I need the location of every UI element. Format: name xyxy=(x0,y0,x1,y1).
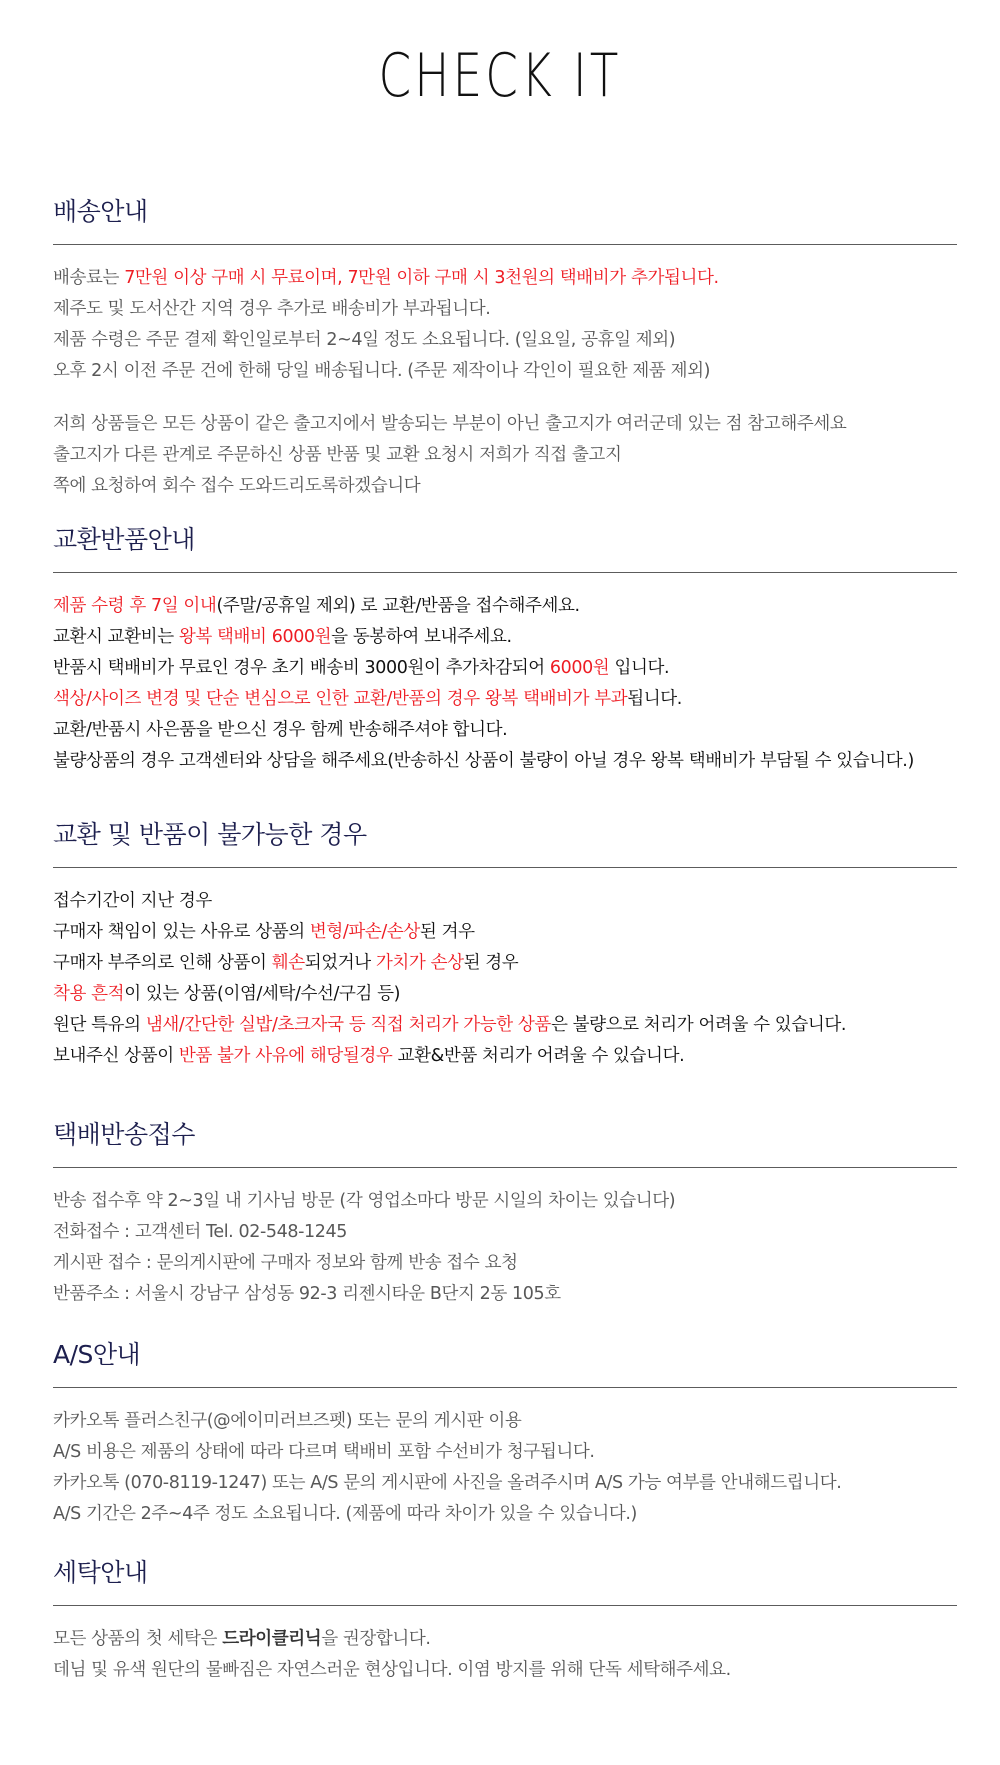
as-line-cost: A/S 비용은 제품의 상태에 따라 다르며 택배비 포함 수선비가 청구됩니다. xyxy=(53,1442,595,1462)
as-line-contact: 카카오톡 (070-8119-1247) 또는 A/S 문의 게시판에 사진을 올려주시며 A/S 가능 여부를 안내해드립니다. xyxy=(53,1473,842,1493)
exchange-line-gift: 교환/반품시 사은품을 받으신 경우 함께 반송해주셔야 합니다. xyxy=(53,720,508,740)
shipping-divider xyxy=(53,244,957,245)
exchange-line-fee: 교환시 교환비는 왕복 택배비 6000원을 동봉하여 보내주세요. xyxy=(53,627,512,647)
as-line-kakao: 카카오톡 플러스친구(@에이미러브즈펫) 또는 문의 게시판 이용 xyxy=(53,1411,522,1431)
exchange-lines xyxy=(53,591,957,777)
not-allowed-title: 교환 및 반품이 불가능한 경우 xyxy=(53,820,367,849)
not-allowed-line-careless: 구매자 부주의로 인해 상품이 훼손되었거나 가치가 손상된 경우 xyxy=(53,953,519,973)
as-divider xyxy=(53,1387,957,1388)
return-pickup-line-board: 게시판 접수 : 문의게시판에 구매자 정보와 함께 반송 접수 요청 xyxy=(53,1253,518,1273)
laundry-divider xyxy=(53,1605,957,1606)
shipping-line-warehouse-2: 출고지가 다른 관계로 주문하신 상품 반품 및 교환 요청시 저희가 직접 출고지 xyxy=(53,445,622,465)
not-allowed-line-expired: 접수기간이 지난 경우 xyxy=(53,891,212,911)
as-section xyxy=(53,1335,957,1530)
not-allowed-divider xyxy=(53,867,957,868)
shipping-lines xyxy=(53,263,957,502)
as-lines xyxy=(53,1406,957,1530)
return-pickup-line-visit: 반송 접수후 약 2~3일 내 기사님 방문 (각 영업소마다 방문 시일의 차이는 있습니다) xyxy=(53,1191,676,1211)
laundry-title: 세탁안내 xyxy=(53,1558,148,1587)
not-allowed-line-fabric: 원단 특유의 냄새/간단한 실밥/초크자국 등 직접 처리가 가능한 상품은 불량으로 처리가 어려울 수 있습니다. xyxy=(53,1015,846,1035)
return-pickup-line-phone: 전화접수 : 고객센터 Tel. 02-548-1245 xyxy=(53,1222,347,1242)
return-pickup-lines xyxy=(53,1186,957,1310)
not-allowed-lines xyxy=(53,886,957,1072)
as-line-period: A/S 기간은 2주~4주 정도 소요됩니다. (제품에 따라 차이가 있을 수 있습니다.) xyxy=(53,1504,637,1524)
exchange-section xyxy=(53,520,957,777)
laundry-section xyxy=(53,1553,957,1686)
exchange-line-change-mind: 색상/사이즈 변경 및 단순 변심으로 인한 교환/반품의 경우 왕복 택배비가 부과됩니다. xyxy=(53,689,682,709)
exchange-line-period: 제품 수령 후 7일 이내(주말/공휴일 제외) 로 교환/반품을 접수해주세요. xyxy=(53,596,580,616)
shipping-line-jeju: 제주도 및 도서산간 지역 경우 추가로 배송비가 부과됩니다. xyxy=(53,299,491,319)
return-pickup-divider xyxy=(53,1167,957,1168)
page-title: CHECK IT xyxy=(378,41,622,111)
not-allowed-line-reason: 보내주신 상품이 반품 불가 사유에 해당될경우 교환&반품 처리가 어려울 수 있습니다. xyxy=(53,1046,685,1066)
exchange-divider xyxy=(53,572,957,573)
return-pickup-section xyxy=(53,1115,957,1310)
as-title: A/S안내 xyxy=(53,1340,141,1369)
shipping-line-warehouse: 저희 상품들은 모든 상품이 같은 출고지에서 발송되는 부분이 아닌 출고지가 여러군데 있는 점 참고해주세요 xyxy=(53,414,847,434)
laundry-lines xyxy=(53,1624,957,1686)
shipping-line-warehouse-3: 쪽에 요청하여 회수 접수 도와드리도록하겠습니다 xyxy=(53,476,421,496)
not-allowed-line-damage: 구매자 책임이 있는 사유로 상품의 변형/파손/손상된 겨우 xyxy=(53,922,475,942)
shipping-line-fee: 배송료는 7만원 이상 구매 시 무료이며, 7만원 이하 구매 시 3천원의 택배비가 추가됩니다. xyxy=(53,268,719,288)
exchange-title: 교환반품안내 xyxy=(53,525,195,554)
shipping-title: 배송안내 xyxy=(53,197,148,226)
exchange-line-return-fee: 반품시 택배비가 무료인 경우 초기 배송비 3000원이 추가차감되어 6000원 입니다. xyxy=(53,658,670,678)
exchange-line-defect: 불량상품의 경우 고객센터와 상담을 해주세요(반송하신 상품이 불량이 아닐 경우 왕복 택배비가 부담될 수 있습니다.) xyxy=(53,751,914,771)
shipping-line-duration: 제품 수령은 주문 결제 확인일로부터 2~4일 정도 소요됩니다. (일요일, 공휴일 제외) xyxy=(53,330,676,350)
shipping-line-same-day: 오후 2시 이전 주문 건에 한해 당일 배송됩니다. (주문 제작이나 각인이 필요한 제품 제외) xyxy=(53,361,711,381)
return-pickup-title: 택배반송접수 xyxy=(53,1120,195,1149)
not-allowed-section xyxy=(53,815,957,1072)
laundry-line-dry: 모든 상품의 첫 세탁은 드라이클리닉을 권장합니다. xyxy=(53,1629,431,1649)
not-allowed-line-worn: 착용 흔적이 있는 상품(이염/세탁/수선/구김 등) xyxy=(53,984,401,1004)
return-pickup-line-address: 반품주소 : 서울시 강남구 삼성동 92-3 리젠시타운 B단지 2동 105호 xyxy=(53,1284,561,1304)
laundry-line-denim: 데님 및 유색 원단의 물빠짐은 자연스러운 현상입니다. 이염 방지를 위해 단독 세탁해주세요. xyxy=(53,1660,731,1680)
shipping-section xyxy=(53,192,957,502)
